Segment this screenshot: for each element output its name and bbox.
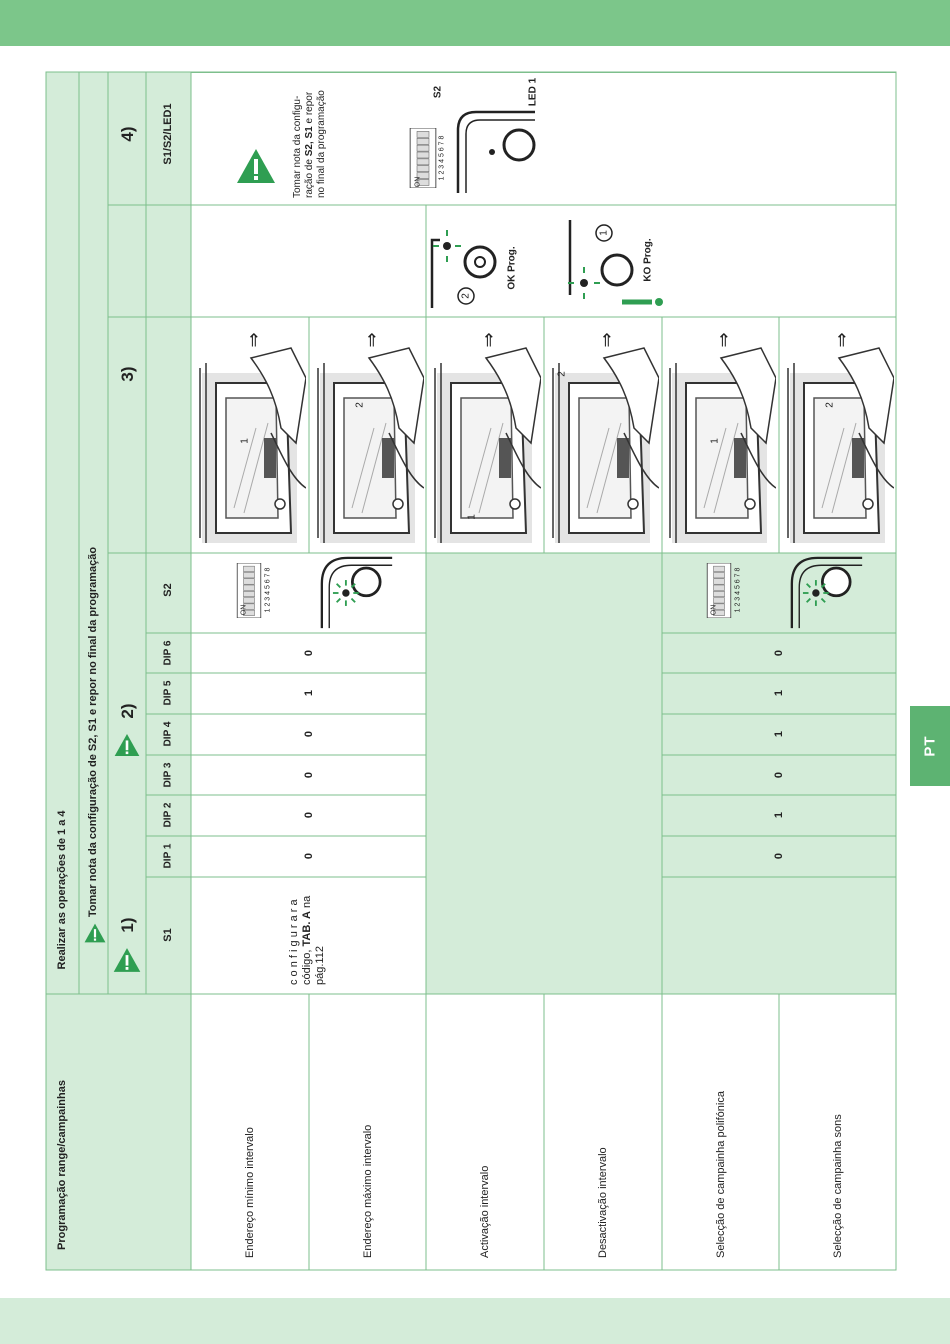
dip3-value: 0 <box>303 771 315 779</box>
col-dip3: DIP 3 <box>162 762 174 788</box>
col-dip5: DIP 5 <box>162 680 174 706</box>
callout-number: 2 <box>354 402 366 408</box>
col-dip4: DIP 4 <box>162 721 174 747</box>
col-s2: S2 <box>162 583 174 597</box>
callout-number: 2 <box>824 402 836 408</box>
s1-line2-bold: TAB. A <box>301 911 313 947</box>
callout-number: 2 <box>556 371 568 377</box>
dip-numbers-label: 1 2 3 4 5 6 7 8 <box>734 567 742 613</box>
s1-description <box>288 896 327 985</box>
step4-note-line2-post: e repor <box>304 91 315 127</box>
s1-line2-pre: código, <box>301 946 313 985</box>
step4-note-line3: no final da programação <box>316 90 327 198</box>
dip-on-label: ON <box>414 176 422 188</box>
row-label-min: Endereço mínimo intervalo <box>244 1127 256 1258</box>
arrow-icon: ⇒ <box>713 332 734 348</box>
s1-line1: c o n f i g u r a r a <box>288 899 300 985</box>
col-s1s2led1: S1/S2/LED1 <box>162 103 174 165</box>
step2-label: 2) <box>118 703 137 719</box>
ok-prog-label: OK Prog. <box>506 246 518 290</box>
dip4-value: 0 <box>303 730 315 738</box>
arrow-icon: ⇒ <box>831 332 852 348</box>
row-label-max: Endereço máximo intervalo <box>362 1124 374 1258</box>
language-tab-label: PT <box>921 735 939 757</box>
step4-note <box>292 90 328 198</box>
dip2-value: 0 <box>303 811 315 819</box>
step4-note-line1: Tomar nota da configu- <box>292 95 303 198</box>
row-label-sounds: Selecção de campainha sons <box>832 1114 844 1258</box>
dip5-value: 1 <box>303 689 315 697</box>
step3-label: 3) <box>118 366 137 382</box>
arrow-icon: ⇒ <box>596 332 617 348</box>
dip-on-label: ON <box>710 604 718 616</box>
s1-line3: pág.112 <box>314 946 326 985</box>
dip1-value: 0 <box>773 852 785 860</box>
row-label-deactivate: Desactivação intervalo <box>597 1147 609 1258</box>
col-dip6: DIP 6 <box>162 640 174 666</box>
arrow-icon: ⇒ <box>361 332 382 348</box>
step4-label: 4) <box>118 126 137 142</box>
step1-label: 1) <box>118 917 137 933</box>
dip4-value: 1 <box>773 730 785 738</box>
ko-prog-label: KO Prog. <box>642 238 654 282</box>
callout-number: 1 <box>709 438 721 444</box>
dip2-value: 1 <box>773 811 785 819</box>
col-dip1: DIP 1 <box>162 843 174 869</box>
dip-on-label: ON <box>240 604 248 616</box>
callout-number: 1 <box>466 514 478 520</box>
col-dip2: DIP 2 <box>162 802 174 828</box>
step4-note-line2 <box>304 90 316 198</box>
dip-numbers-label: 1 2 3 4 5 6 7 8 <box>438 135 446 181</box>
dip-numbers-label: 1 2 3 4 5 6 7 8 <box>264 567 272 613</box>
led1-label: LED 1 <box>527 77 539 107</box>
s1-line2-post: na <box>301 895 313 912</box>
dip1-value: 0 <box>303 852 315 860</box>
step4-note-line2-bold: S2, S1 <box>304 126 315 157</box>
dip6-value: 0 <box>773 649 785 657</box>
s1-line2 <box>301 896 314 985</box>
table-title: Programação range/campainhas <box>56 1080 68 1250</box>
dip5-value: 1 <box>773 689 785 697</box>
arrow-icon: ⇒ <box>478 332 499 348</box>
col-s1: S1 <box>162 928 174 942</box>
s2-label: S2 <box>432 85 444 99</box>
step4-note-line2-pre: ração de <box>304 156 315 198</box>
instruction-text: Realizar as operações de 1 a 4 <box>56 810 68 970</box>
note-text: Tomar nota da configuração de S2, S1 e repor no final da programação <box>87 546 99 918</box>
arrow-icon: ⇒ <box>243 332 264 348</box>
callout-number: 1 <box>239 438 251 444</box>
callout-number: 1 <box>598 230 610 236</box>
row-label-polyphonic: Selecção de campainha polifónica <box>715 1091 727 1258</box>
dip3-value: 0 <box>773 771 785 779</box>
dip6-value: 0 <box>303 649 315 657</box>
row-label-activate: Activação intervalo <box>479 1165 491 1258</box>
callout-number: 2 <box>460 293 472 299</box>
